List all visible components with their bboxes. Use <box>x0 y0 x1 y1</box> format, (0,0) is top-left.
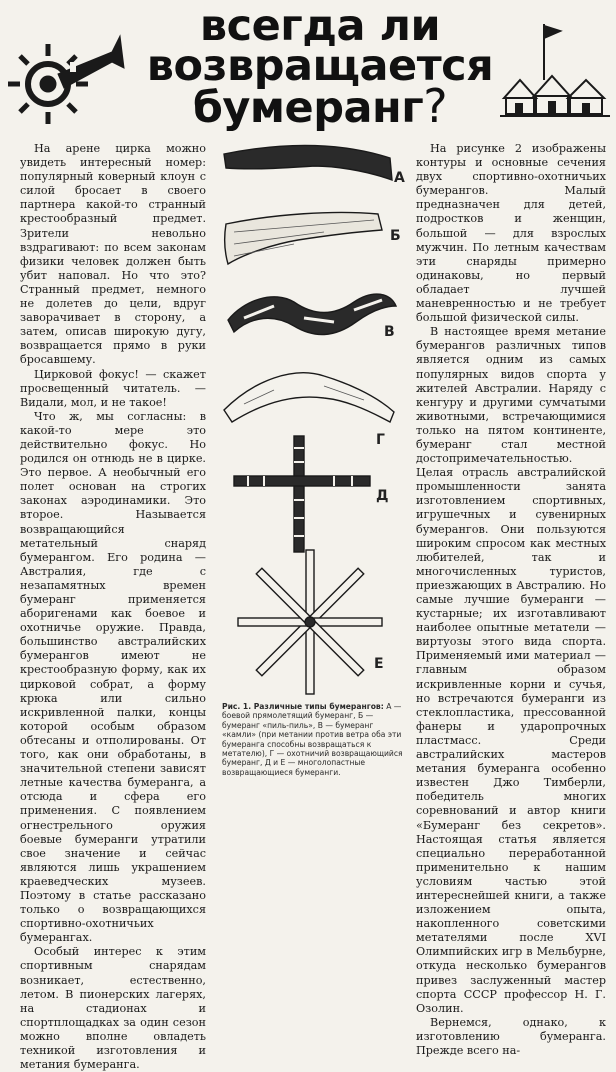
paragraph: На рисунке 2 изображены контуры и основные сечения двух спортивно-охотничьих бумерангов. Малый предназначен для детей, подростков и женщин, большой — для взрослых мужчин. По летным качествам эти снаряды примерно одинаковы, но первый обладает лучшей маневренностью и не требует большой физической силы. <box>416 142 606 325</box>
sun-trumpet-illustration <box>8 22 128 132</box>
label-d: Д <box>376 488 389 504</box>
boomerang-e-drawing <box>238 550 382 694</box>
boomerang-a-drawing <box>224 146 392 181</box>
paragraph: Вернемся, однако, к изготовлению бумеранга. Прежде всего на- <box>416 1015 606 1057</box>
left-text-column <box>20 142 206 1072</box>
boomerang-figure <box>214 140 410 672</box>
paragraph: На арене цирка можно увидеть интересный номер: популярный коверный клоун с силой бросает в своего партнера какой-то странный крестообразный предмет. Зрители невольно вздрагивают: по всем законам физики человек должен быть убит наповал. Но что это? Странный предмет, немного не долетев до цели, вдруг заворачивает в сторону, а затем, описав широкую дугу, возвращается прямо в руки бросавшему. <box>20 142 206 367</box>
title-line-2: возвращается <box>146 41 494 91</box>
caption-head: Рис. 1. Различные типы бумерангов: <box>222 702 384 711</box>
label-a: А <box>394 170 405 186</box>
boomerang-drawings <box>214 140 410 700</box>
title-question-mark: ? <box>423 79 448 133</box>
label-b: Б <box>390 228 401 244</box>
label-g: Г <box>376 432 385 448</box>
label-e: Е <box>374 656 384 672</box>
title-line-3: бумеранг <box>192 83 424 133</box>
boomerang-b-drawing <box>225 212 382 264</box>
boomerang-g-drawing <box>224 373 394 422</box>
camp-tents-illustration <box>500 20 610 120</box>
paragraph: В настоящее время метание бумерангов различных типов является одним из самых популярных видов спорта у жителей Австралии. Наряду с кенгуру и другими сумчатыми животными, встречающимися только на пятом континенте, бумеранг стал местной достопримечательностью. Целая отрасль австралийской промышленности занята изготовлением спортивных, игрушечных и сувенирных бумерангов. Они пользуются широким спросом как местных любителей, так и многочисленных туристов, приезжающих в Австралию. Но самые лучшие бумеранги — кустарные; их изготавливают наиболее опытные метатели — виртуозы этого вида спорта. Применяемый ими материал — главным образом искривленные корни и сучья, но встречаются бумеранги из стеклопластика, прессованной фанеры и ударопрочных пластмасс. Среди австралийских мастеров метания бумеранга особенно известен Джо Тимберли, победитель многих соревнований и автор книги «Бумеранг без секретов». Настоящая статья является специально переработанной применительно к нашим условиям частью этой интереснейшей книги, а также изложением опыта, накопленного советскими метателями после XVI Олимпийских игр в Мельбурне, откуда несколько бумерангов привез заслуженный мастер спорта СССР профессор Н. Г. Озолин. <box>416 325 606 1015</box>
figure-caption <box>222 702 408 777</box>
right-text-column <box>416 142 606 1058</box>
paragraph: Особый интерес к этим спортивным снарядам возникает, естественно, летом. В пионерских лагерях, на стадионах и спортплощадках за один сезон можно вполне овладеть техникой изготовления и метания бумеранга. <box>20 945 206 1072</box>
caption-body: А — боевой прямолетящий бумеранг, Б — бумеранг «пиль-пиль», В — бумеранг «камли» (при метании против ветра оба эти бумеранга способны возвращаться к метателю), Г — охотничий возвращающийся бумеранг, Д и Е — многолопастные возвращающиеся бумеранги. <box>222 702 403 777</box>
label-v: В <box>384 324 395 340</box>
paragraph: Что ж, мы согласны: в какой-то мере это действительно фокус. Но родился он отнюдь не в цирке. Это первое. А необычный его полет основан на строгих законах аэродинамики. Это второе. Называется возвращающийся метательный снаряд бумерангом. Его родина — Австралия, где с незапамятных времен бумеранг применяется аборигенами как боевое и охотничье оружие. Правда, большинство австралийских бумерангов имеют не крестообразную форму, как их цирковой собрат, а форму крюка или сильно искривленной палки, концы которой особым образом обтесаны и отполированы. От того, как они обработаны, в значительной степени зависят летные качества бумеранга, а отсюда и сфера его применения. С появлением огнестрельного оружия боевые бумеранги утратили свое значение и сейчас являются лишь украшением краеведческих музеев. Поэтому в статье рассказано только о возвращающихся спортивно-охотничьих бумерангах. <box>20 409 206 945</box>
title-line-1: всегда ли <box>199 1 441 51</box>
boomerang-d-drawing <box>234 436 370 552</box>
paragraph: Цирковой фокус! — скажет просвещенный читатель. — Видали, мол, и не такое! <box>20 367 206 409</box>
article-title <box>140 1 500 133</box>
